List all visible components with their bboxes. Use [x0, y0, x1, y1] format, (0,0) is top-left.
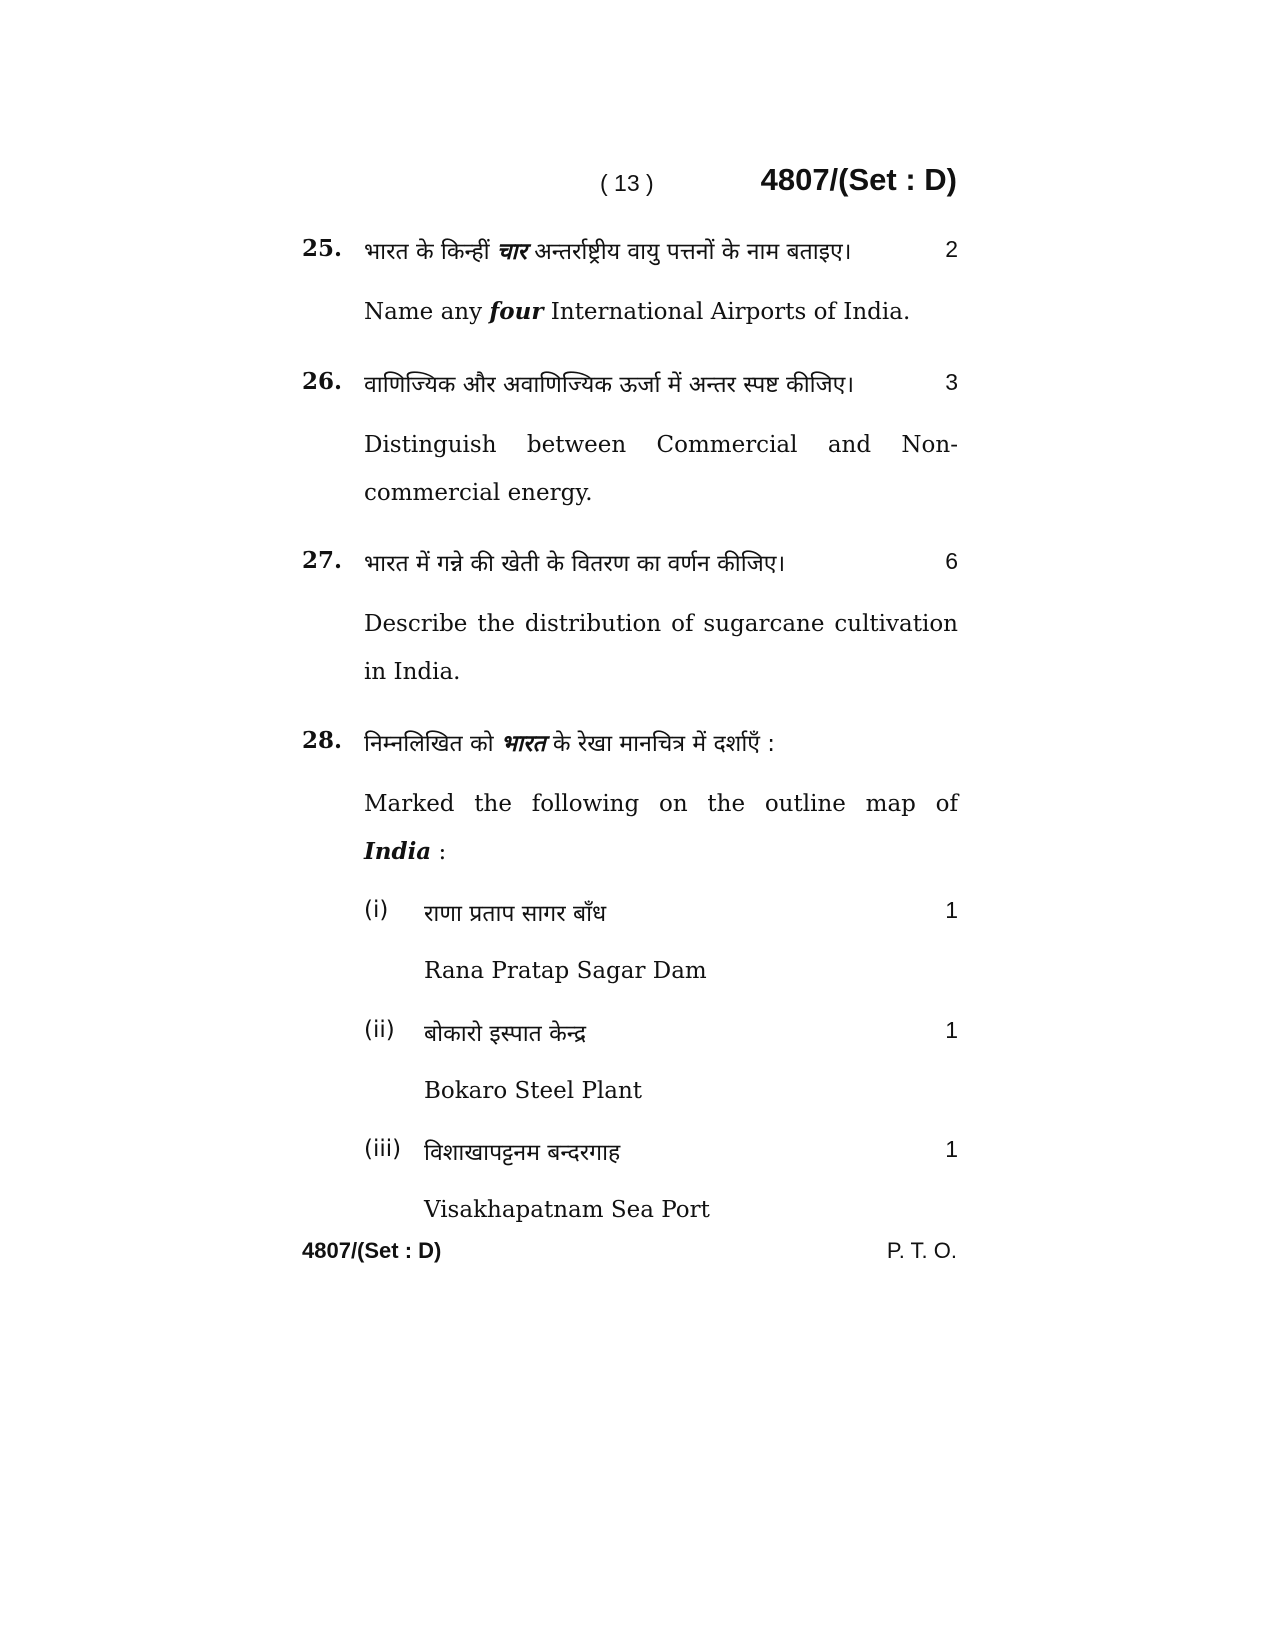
- set-code-header: 4807/(Set : D): [760, 162, 957, 197]
- part-i-english: Rana Pratap Sagar Dam: [424, 958, 707, 984]
- question-28-english-line1: Marked the following on the outline map of: [364, 791, 958, 817]
- part-iii-marks: 1: [945, 1136, 958, 1162]
- question-27-english-line2: in India.: [364, 659, 461, 685]
- question-27-english-line1: Describe the distribution of sugarcane cultivation: [364, 611, 958, 637]
- question-28-number: 28.: [302, 727, 343, 754]
- part-ii-hindi: बोकारो इस्पात केन्द्र: [424, 1021, 587, 1047]
- part-ii-marks: 1: [945, 1017, 958, 1043]
- set-code-footer: 4807/(Set : D): [302, 1238, 442, 1263]
- page-number: ( 13 ): [600, 170, 654, 196]
- question-28-hindi-post: के रेखा मानचित्र में दर्शाएँ :: [545, 731, 776, 757]
- part-i-label: (i): [364, 897, 389, 923]
- question-26-english-line1: Distinguish between Commercial and Non-: [364, 432, 958, 458]
- question-25-hindi-post: अन्तर्राष्ट्रीय वायु पत्तनों के नाम बताइए।: [526, 239, 852, 265]
- question-27-marks: 6: [945, 548, 958, 574]
- question-25-english-pre: Name any: [364, 299, 490, 325]
- question-25-hindi: [364, 234, 851, 266]
- question-26-hindi: वाणिज्यिक और अवाणिज्यिक ऊर्जा में अन्तर स्पष्ट कीजिए।: [364, 372, 855, 398]
- part-i-hindi: राणा प्रताप सागर बाँध: [424, 901, 607, 927]
- pto-label: P. T. O.: [886, 1238, 957, 1263]
- question-25-english-emph: four: [489, 298, 544, 325]
- question-26-marks: 3: [945, 369, 958, 395]
- question-25-english: [364, 288, 958, 336]
- part-iii-english: Visakhapatnam Sea Port: [424, 1197, 710, 1223]
- question-27-number: 27.: [302, 547, 343, 574]
- question-26-number: 26.: [302, 368, 343, 395]
- question-25-number: 25.: [302, 235, 343, 262]
- question-25-english-post: International Airports of India.: [543, 299, 911, 325]
- question-28-hindi-pre: निम्नलिखित को: [364, 731, 501, 757]
- question-28-english-post: :: [431, 839, 447, 865]
- question-25-hindi-emph: चार: [496, 239, 527, 265]
- question-28-hindi: [364, 726, 775, 758]
- question-25-hindi-pre: भारत के किन्हीं: [364, 239, 497, 265]
- part-iii-label: (iii): [364, 1136, 402, 1162]
- part-ii-english: Bokaro Steel Plant: [424, 1078, 643, 1104]
- part-ii-label: (ii): [364, 1017, 395, 1043]
- question-28-english-line2: [364, 828, 958, 876]
- question-28-hindi-emph: भारत: [500, 731, 546, 757]
- part-iii-hindi: विशाखापट्टनम बन्दरगाह: [424, 1140, 621, 1166]
- question-26-english-line2: commercial energy.: [364, 480, 593, 506]
- question-25-marks: 2: [945, 236, 958, 262]
- question-27-hindi: भारत में गन्ने की खेती के वितरण का वर्णन कीजिए।: [364, 551, 786, 577]
- part-i-marks: 1: [945, 897, 958, 923]
- question-28-english-emph: India: [364, 838, 432, 865]
